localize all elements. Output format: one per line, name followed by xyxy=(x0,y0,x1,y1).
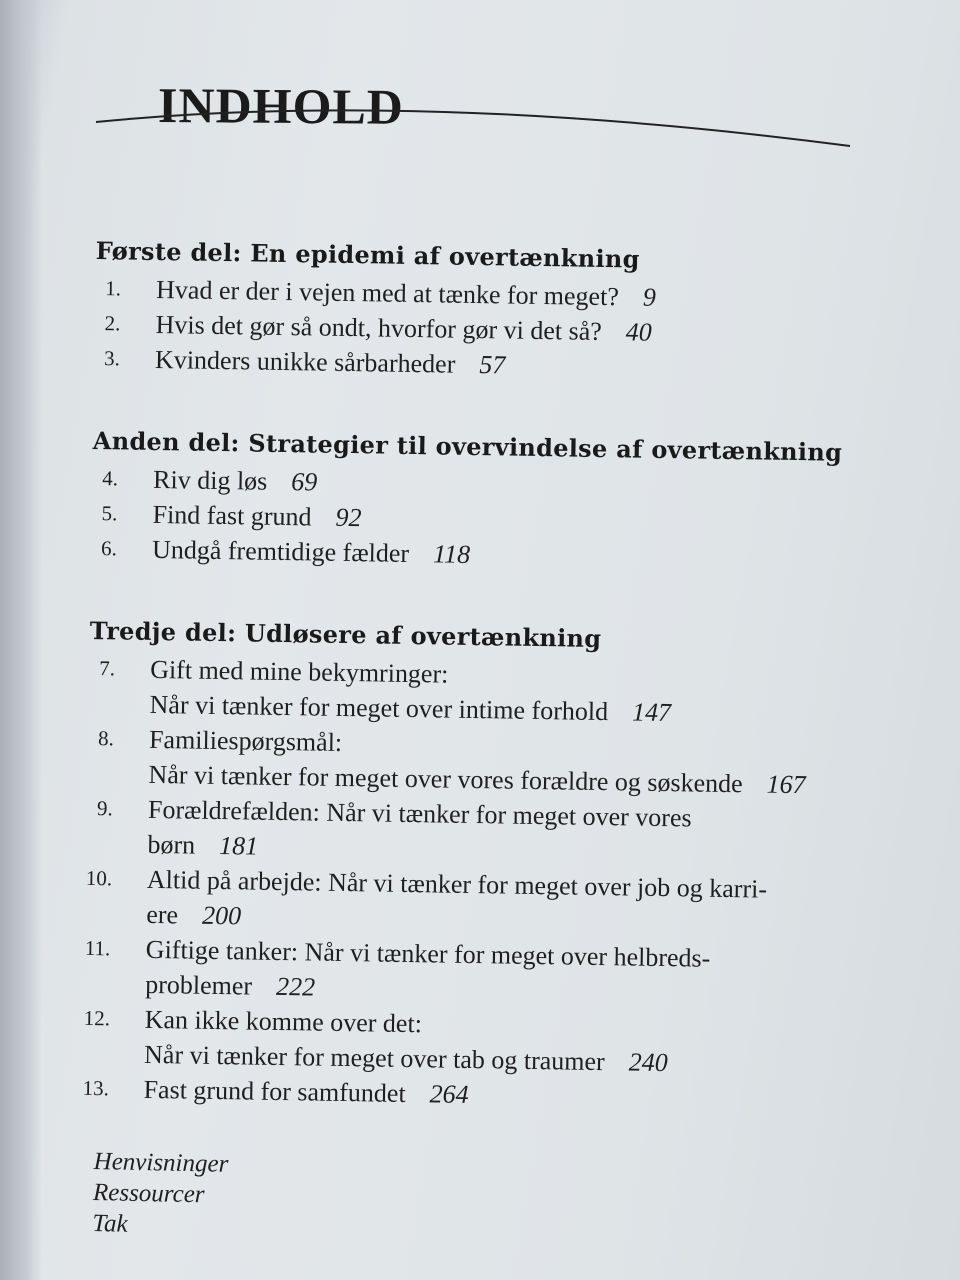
chapter-title-text: Giftige tanker: Når vi tænker for meget over helbreds- xyxy=(145,934,711,973)
chapter-title-text: Hvad er der i vejen med at tænke for meget? xyxy=(155,274,620,312)
page-number: 9 xyxy=(642,282,657,312)
chapter-title-text: Kvinders unikke sårbarheder xyxy=(154,344,456,379)
chapter-title-text: børn xyxy=(147,829,196,860)
part-heading: Første del: En epidemi af overtænkning xyxy=(95,236,640,274)
chapter-title-text: Hvis det gør så ondt, hvorfor gør vi det så? xyxy=(155,309,603,346)
toc-chapter-entry xyxy=(85,861,866,943)
chapter-number: 4. xyxy=(102,466,119,491)
chapter-title-text: ere xyxy=(146,899,179,930)
chapter-number: 11. xyxy=(84,935,111,961)
backmatter-item: Ressourcer xyxy=(92,1178,205,1209)
chapter-number: 7. xyxy=(99,656,116,681)
chapter-title xyxy=(146,862,866,943)
chapter-title-text: Kan ikke komme over det: xyxy=(144,1004,423,1039)
toc-chapter-entry xyxy=(87,721,868,803)
chapter-title-text: problemer xyxy=(145,969,253,1001)
toc-part xyxy=(94,236,876,388)
backmatter-item: Tak xyxy=(92,1209,128,1238)
chapter-number: 12. xyxy=(83,1005,111,1031)
chapter-title-text: Find fast grund xyxy=(152,499,312,532)
chapter-number: 8. xyxy=(97,726,115,751)
page-number: 57 xyxy=(479,350,506,380)
part-heading: Anden del: Strategier til overvindelse af overtænkning xyxy=(92,425,843,467)
page-title: INDHOLD xyxy=(157,76,405,135)
title-underline xyxy=(0,0,960,200)
chapter-number: 9. xyxy=(96,796,113,821)
page-number: 118 xyxy=(432,539,471,569)
chapter-title-text: Fast grund for samfundet xyxy=(143,1074,406,1108)
chapter-title-text: Når vi tænker for meget over intime forhold xyxy=(149,689,609,727)
chapter-number: 13. xyxy=(82,1075,110,1101)
chapter-number: 6. xyxy=(100,536,118,561)
chapter-number: 1. xyxy=(104,276,122,301)
backmatter-list xyxy=(92,1146,229,1242)
toc-chapter-entry xyxy=(83,1001,864,1083)
chapter-number: 2. xyxy=(104,311,121,336)
chapter-title xyxy=(148,722,868,803)
backmatter-item: Henvisninger xyxy=(93,1147,229,1178)
chapter-title-text: Familiespørgsmål: xyxy=(148,724,343,757)
page-number: 69 xyxy=(291,467,318,497)
part-heading: Tredje del: Udløsere af overtænkning xyxy=(89,615,602,653)
toc-part xyxy=(91,426,873,578)
chapter-number: 10. xyxy=(85,865,113,891)
chapter-title-text: Altid på arbejde: Når vi tænker for meget over job og karri- xyxy=(146,864,768,904)
chapter-title xyxy=(149,652,869,733)
toc-chapter-entry xyxy=(84,931,865,1013)
chapter-title-text: Når vi tænker for meget over vores forældre og søskende xyxy=(148,759,743,799)
chapter-title-text: Når vi tænker for meget over tab og traumer xyxy=(143,1039,605,1077)
chapter-title xyxy=(144,1002,864,1083)
page-number: 181 xyxy=(218,831,259,861)
table-of-contents xyxy=(82,236,876,1168)
page-number: 147 xyxy=(631,697,672,728)
chapter-title-text: Riv dig løs xyxy=(152,464,268,496)
chapter-title-text: Forældrefælden: Når vi tænker for meget over vores xyxy=(147,794,692,833)
chapter-title xyxy=(145,932,865,1013)
page-number: 167 xyxy=(766,769,806,800)
page-number: 40 xyxy=(625,317,653,347)
chapter-number: 3. xyxy=(103,346,121,371)
page-number: 240 xyxy=(628,1047,668,1078)
chapter-number: 5. xyxy=(101,501,118,526)
page-number: 264 xyxy=(429,1079,469,1109)
toc-chapter-entry xyxy=(88,651,869,733)
page-number: 200 xyxy=(201,900,242,931)
page-number: 222 xyxy=(275,971,316,1002)
chapter-title-text: Undgå fremtidige fælder xyxy=(151,534,410,568)
toc-part xyxy=(82,616,870,1118)
page-number: 92 xyxy=(335,502,362,533)
chapter-title xyxy=(147,792,867,873)
toc-chapter-entry xyxy=(86,791,867,873)
chapter-title-text: Gift med mine bekymringer: xyxy=(149,654,449,689)
